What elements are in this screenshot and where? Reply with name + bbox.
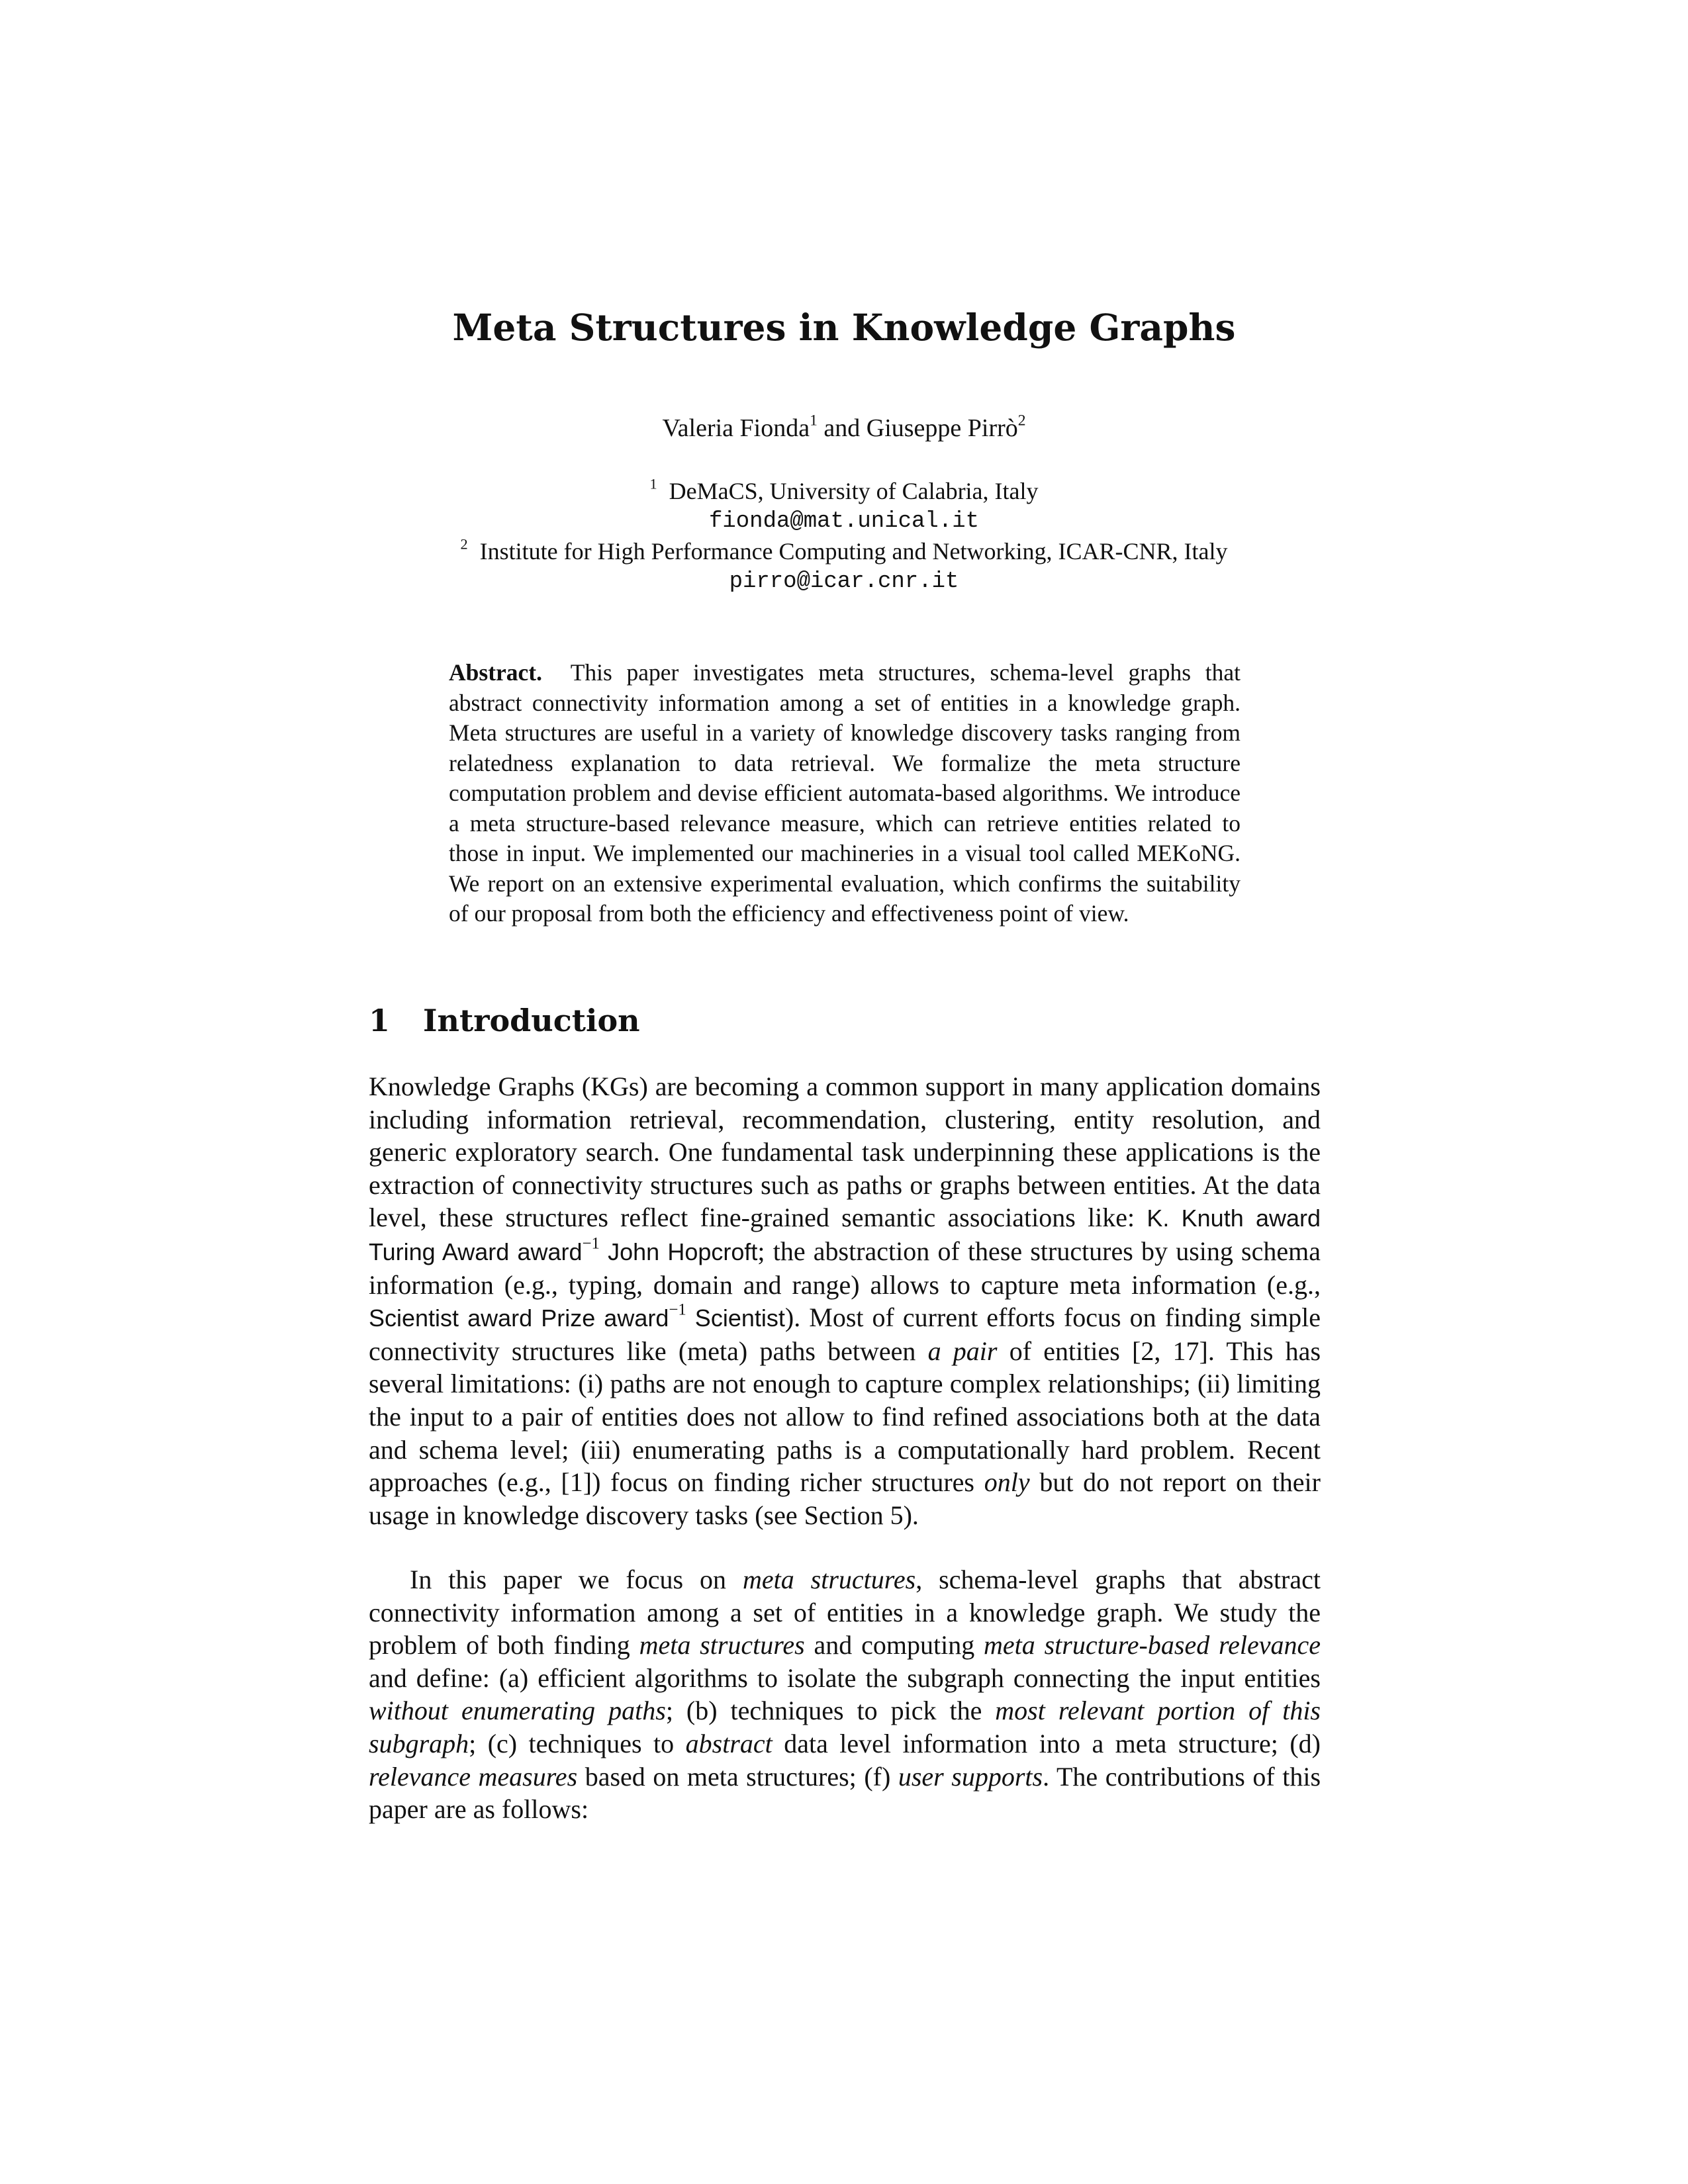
affiliation-email: fionda@mat.unical.it bbox=[708, 509, 980, 534]
emphasis: relevance measures bbox=[369, 1761, 578, 1792]
body-text: . The contributions of this paper are as follows: bbox=[369, 1761, 1321, 1825]
abstract-text: This paper investigates meta structures, schema-level graphs that abstract connectivity information among a set of entities in a knowledge graph. Meta structures are useful in a variety of knowledge discovery tasks ranging from relatedness explanation to data retrieval. We formalize the meta structure computation problem and devise efficient automata-based algorithms. We introduce a meta structure-based relevance measure, which can retrieve entities related to those in input. We implemented our machineries in a visual tool called MEKoNG. We report on an extensive experimental evaluation, which confirms the suitability of our proposal from both the efficiency and effectiveness point of view. bbox=[449, 659, 1241, 927]
emphasis: a pair bbox=[927, 1336, 998, 1366]
emphasis: meta structures bbox=[742, 1565, 916, 1594]
author-line bbox=[0, 414, 1688, 443]
body-text: data level information into a meta structure; (d) bbox=[772, 1728, 1321, 1758]
body-text: ; (b) techniques to pick the bbox=[665, 1696, 996, 1726]
emphasis: meta structures bbox=[639, 1630, 805, 1661]
emphasis: meta structure-based relevance bbox=[984, 1630, 1321, 1661]
body-text: and computing bbox=[804, 1630, 984, 1661]
emphasis: most relevant portion of this subgraph bbox=[369, 1696, 1321, 1758]
emphasis: without enumerating paths bbox=[369, 1696, 666, 1726]
body-text: ; (c) techniques to bbox=[469, 1728, 686, 1758]
section-title: Introduction bbox=[423, 1003, 640, 1038]
body-text: and define: (a) efficient algorithms to isolate the subgraph connecting the input entities bbox=[369, 1662, 1321, 1693]
body-text: Knowledge Graphs (KGs) are becoming a common support in many application domains including information retrieval, recommendation, clustering, entity resolution, and generic exploratory search. One fundamental task underpinning these applications is the extraction of connectivity structures such as paths or graphs between entities. At the data level, these structures reflect fine-grained semantic associations like: bbox=[369, 1071, 1321, 1233]
inverse-superscript: −1 bbox=[669, 1300, 686, 1319]
body-text: ). Most of current efforts focus on finding simple connectivity structures like (meta) paths between bbox=[369, 1302, 1321, 1366]
affiliation-marker: 2 bbox=[1017, 412, 1026, 430]
body-text: but do not report on their usage in knowledge discovery tasks (see Section 5). bbox=[369, 1467, 1321, 1530]
meta-path-example: Scientist award Prize award bbox=[369, 1304, 669, 1332]
abstract bbox=[449, 658, 1241, 929]
section-heading bbox=[369, 1003, 640, 1038]
body-text: ; the abstraction of these structures by using schema information (e.g., typing, domain and range) allows to capture meta information (e.g., bbox=[369, 1236, 1321, 1300]
body-text: based on meta structures; (f) bbox=[577, 1761, 898, 1792]
affiliation-name: Institute for High Performance Computing and Networking, ICAR-CNR, Italy bbox=[479, 538, 1228, 565]
data-path-example: K. Knuth award Turing Award award bbox=[369, 1205, 1321, 1265]
section-number: 1 bbox=[369, 1003, 391, 1038]
author-name: Valeria Fionda bbox=[662, 414, 810, 442]
affiliation-name: DeMaCS, University of Calabria, Italy bbox=[669, 478, 1039, 504]
affiliation-marker: 2 bbox=[460, 535, 468, 553]
affiliation-marker: 1 bbox=[649, 475, 657, 492]
body-text: In this paper we focus on bbox=[410, 1565, 743, 1594]
intro-paragraph-1 bbox=[369, 1070, 1321, 1531]
emphasis: abstract bbox=[685, 1728, 773, 1758]
affiliation-marker: 1 bbox=[810, 412, 818, 430]
affiliation-1 bbox=[0, 477, 1688, 505]
body-text: , schema-level graphs that abstract connectivity information among a set of entities in a knowledge graph. We study the problem of both finding bbox=[369, 1565, 1321, 1661]
intro-paragraph-2 bbox=[369, 1563, 1321, 1826]
emphasis: only bbox=[984, 1467, 1030, 1498]
author-conjunction: and bbox=[823, 414, 861, 442]
data-path-example: John Hopcroft bbox=[599, 1238, 758, 1265]
meta-path-example: Scientist bbox=[686, 1304, 785, 1332]
paper-title: Meta Structures in Knowledge Graphs bbox=[452, 306, 1236, 349]
body-text: of entities [2, 17]. This has several limitations: (i) paths are not enough to capture complex relationships; (ii) limiting the input to a pair of entities does not allow to find refined associations both at the data and schema level; (iii) enumerating paths is a computationally hard problem. Recent approaches (e.g., [1]) focus on finding richer structures bbox=[369, 1336, 1321, 1498]
abstract-label: Abstract. bbox=[449, 659, 542, 686]
affiliation-2 bbox=[0, 537, 1688, 565]
emphasis: user supports bbox=[898, 1761, 1043, 1792]
inverse-superscript: −1 bbox=[582, 1234, 600, 1253]
author-name: Giuseppe Pirrò bbox=[866, 414, 1018, 442]
affiliation-email: pirro@icar.cnr.it bbox=[729, 569, 959, 594]
